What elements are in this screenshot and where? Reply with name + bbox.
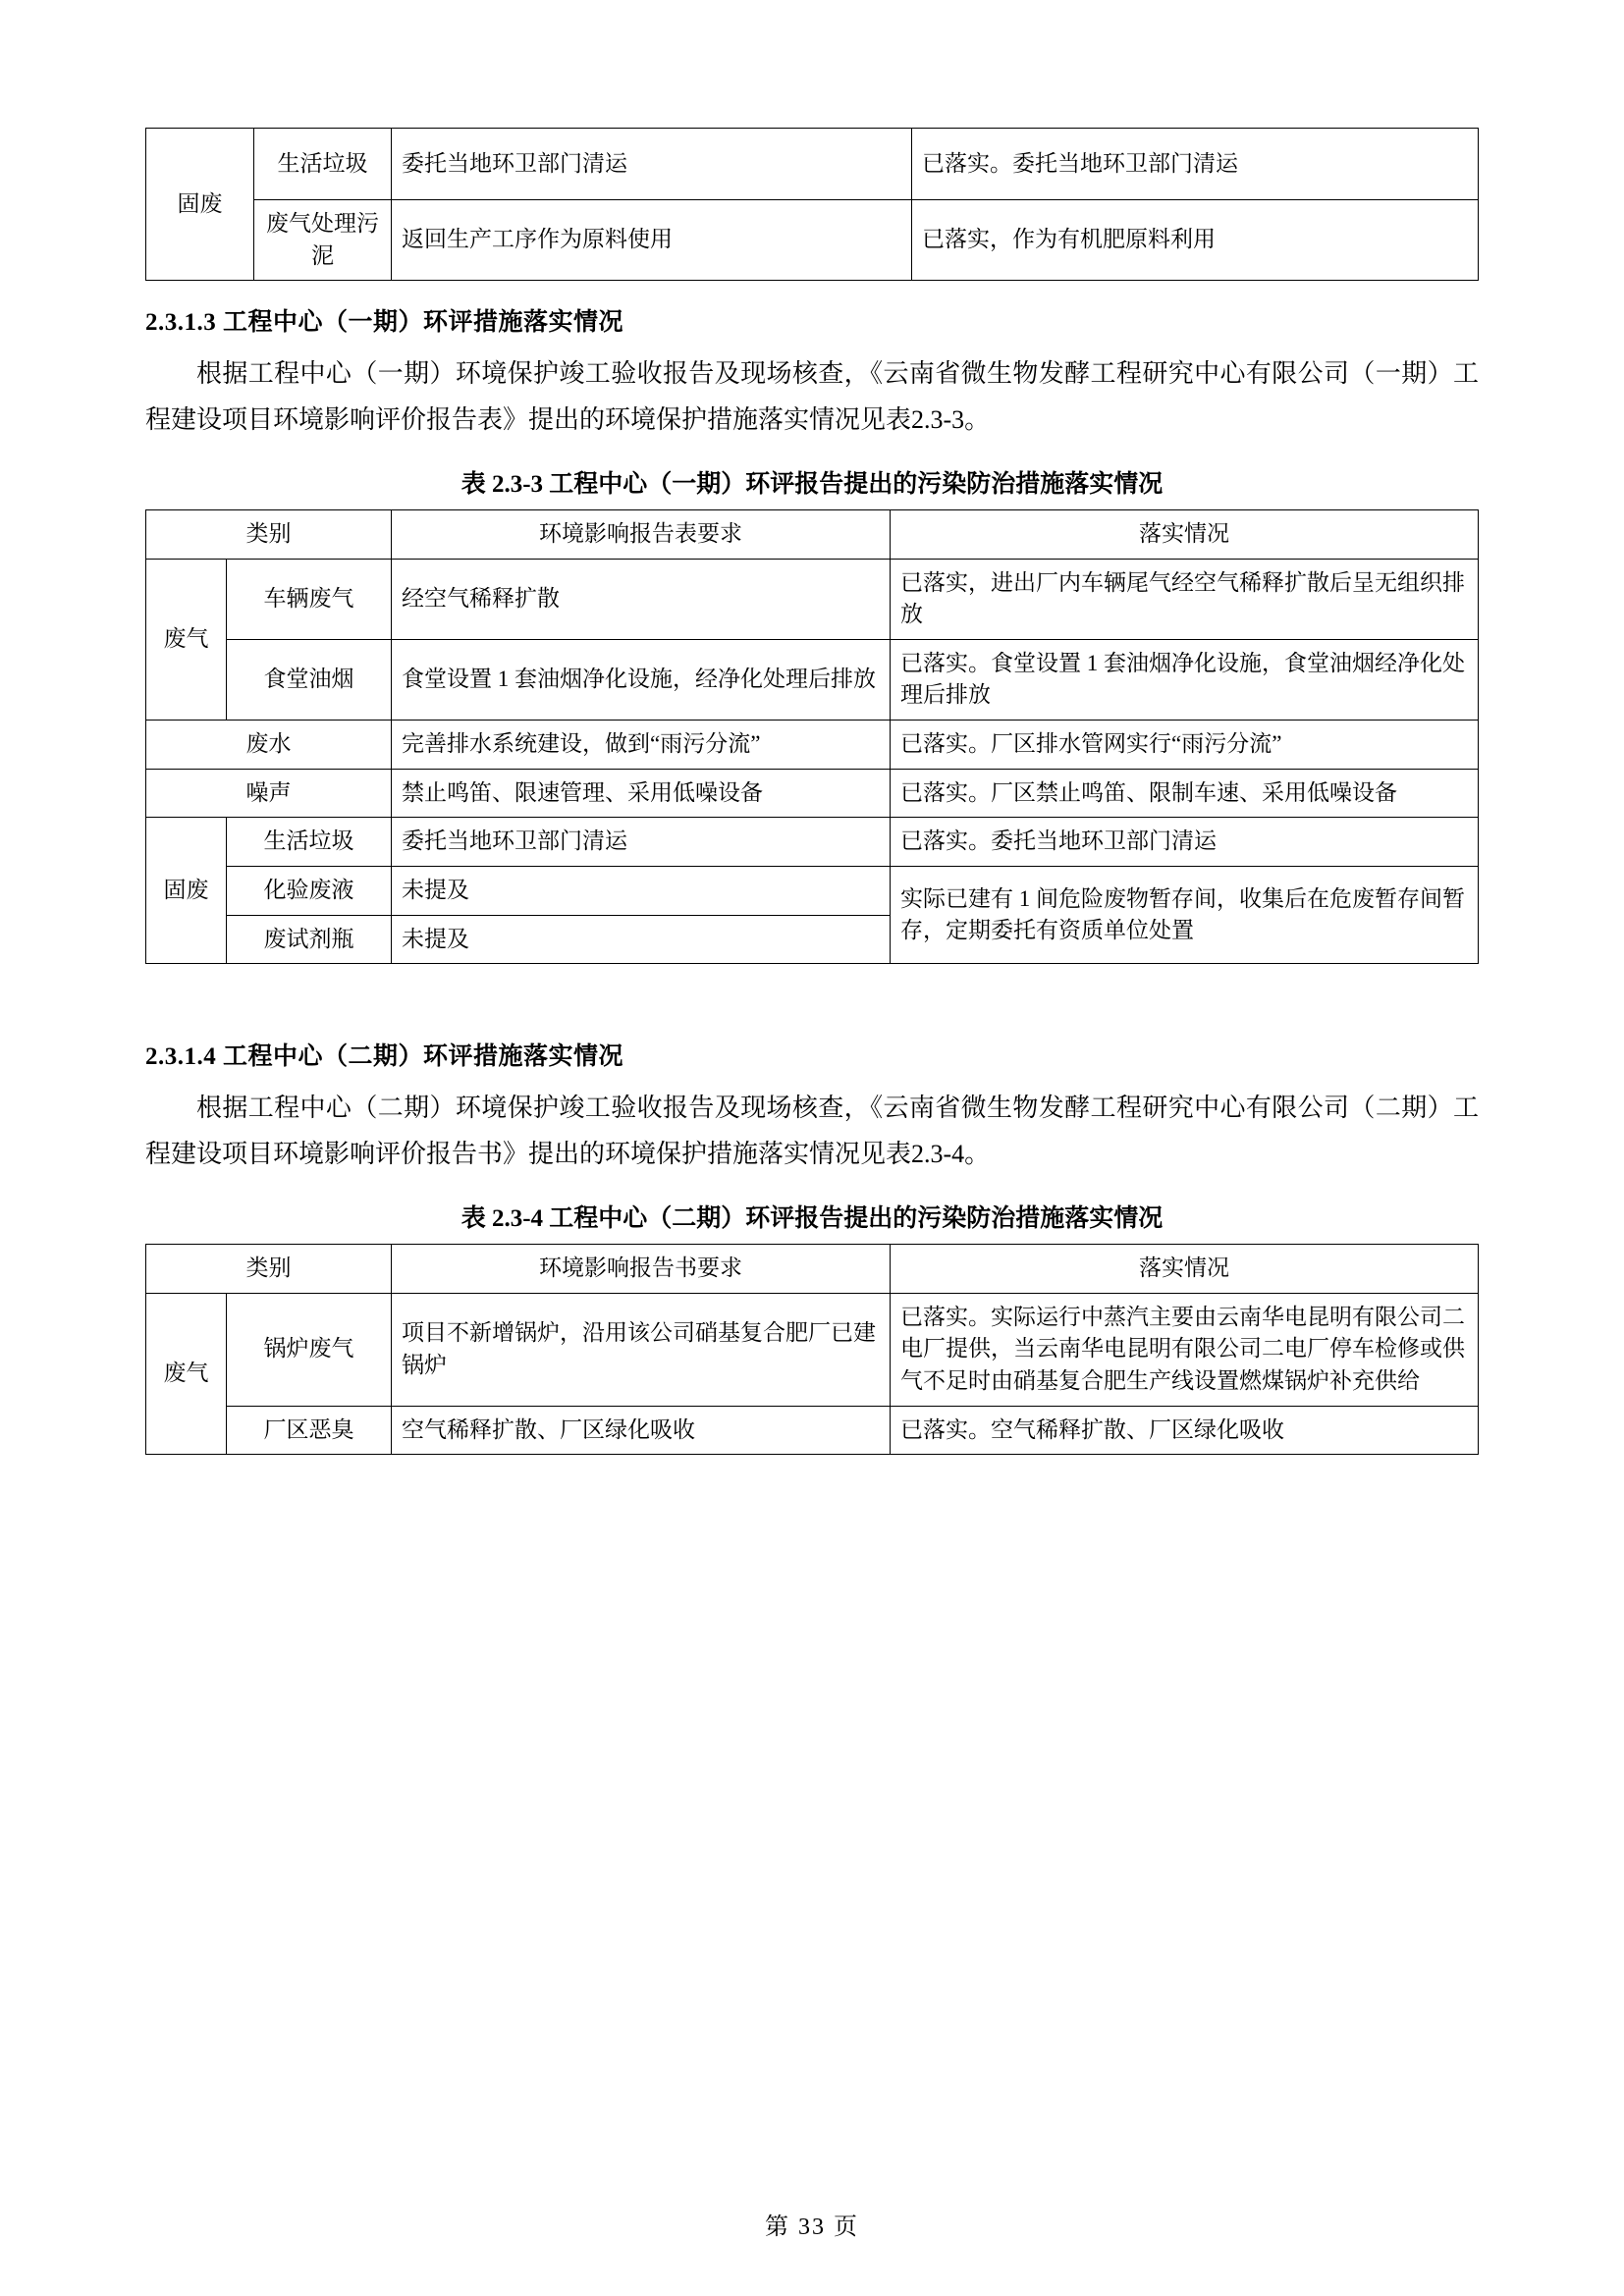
cell-category: 废气 [146, 1293, 227, 1455]
cell-requirement: 经空气稀释扩散 [392, 559, 891, 639]
cell-implementation: 已落实，进出厂内车辆尾气经空气稀释扩散后呈无组织排放 [891, 559, 1479, 639]
header-requirement: 环境影响报告表要求 [392, 509, 891, 559]
cell-implementation: 已落实。实际运行中蒸汽主要由云南华电昆明有限公司二电厂提供，当云南华电昆明有限公司二电厂停车检修或供气不足时由硝基复合肥生产线设置燃煤锅炉补充供给 [891, 1293, 1479, 1406]
cell-implementation: 已落实。厂区排水管网实行“雨污分流” [891, 721, 1479, 770]
table-row [146, 769, 1479, 818]
header-implementation: 落实情况 [891, 509, 1479, 559]
cell-requirement: 未提及 [392, 867, 891, 916]
table-row [146, 1293, 1479, 1406]
cell-category: 固废 [146, 818, 227, 964]
cell-category: 固废 [146, 129, 254, 281]
section-heading-2314: 2.3.1.4 工程中心（二期）环评措施落实情况 [145, 1043, 624, 1071]
cell-subcategory: 厂区恶臭 [227, 1406, 392, 1455]
cell-subcategory: 生活垃圾 [227, 818, 392, 867]
table-header-row [146, 1244, 1479, 1293]
header-category: 类别 [146, 1244, 392, 1293]
cell-subcategory: 废气处理污泥 [254, 200, 392, 281]
table-row [146, 129, 1479, 200]
cell-implementation: 已落实。食堂设置 1 套油烟净化设施，食堂油烟经净化处理后排放 [891, 639, 1479, 720]
cell-requirement: 项目不新增锅炉，沿用该公司硝基复合肥厂已建锅炉 [392, 1293, 891, 1406]
table-header-row [146, 509, 1479, 559]
cell-subcategory: 生活垃圾 [254, 129, 392, 200]
table-row [146, 1406, 1479, 1455]
table-caption-233: 表 2.3-3 工程中心（一期）环评报告提出的污染防治措施落实情况 [460, 470, 1164, 498]
cell-requirement: 委托当地环卫部门清运 [392, 818, 891, 867]
header-category: 类别 [146, 509, 392, 559]
cell-subcategory: 车辆废气 [227, 559, 392, 639]
cell-implementation: 已落实。委托当地环卫部门清运 [912, 129, 1479, 200]
cell-category: 废水 [146, 721, 392, 770]
cell-requirement: 食堂设置 1 套油烟净化设施，经净化处理后排放 [392, 639, 891, 720]
cell-requirement: 完善排水系统建设，做到“雨污分流” [392, 721, 891, 770]
cell-requirement: 空气稀释扩散、厂区绿化吸收 [392, 1406, 891, 1455]
cell-requirement: 禁止鸣笛、限速管理、采用低噪设备 [392, 769, 891, 818]
cell-implementation: 已落实。空气稀释扩散、厂区绿化吸收 [891, 1406, 1479, 1455]
table-caption-234: 表 2.3-4 工程中心（二期）环评报告提出的污染防治措施落实情况 [460, 1204, 1164, 1232]
table-row [146, 559, 1479, 639]
section-paragraph-2314: 根据工程中心（二期）环境保护竣工验收报告及现场核查，《云南省微生物发酵工程研究中心有限公司（二期）工程建设项目环境影响评价报告书》提出的环境保护措施落实情况见表2.3-4。 [145, 1094, 1479, 1168]
page-footer: 第 33 页 [765, 2215, 859, 2240]
table-row [146, 721, 1479, 770]
table-row [146, 818, 1479, 867]
table-continued-top [145, 128, 1479, 281]
table-row [146, 200, 1479, 281]
header-implementation: 落实情况 [891, 1244, 1479, 1293]
table-row [146, 867, 1479, 916]
cell-requirement: 委托当地环卫部门清运 [392, 129, 912, 200]
header-requirement: 环境影响报告书要求 [392, 1244, 891, 1293]
table-234 [145, 1244, 1479, 1455]
cell-requirement: 未提及 [392, 915, 891, 964]
cell-implementation: 实际已建有 1 间危险废物暂存间，收集后在危废暂存间暂存，定期委托有资质单位处置 [891, 867, 1479, 964]
cell-subcategory: 锅炉废气 [227, 1293, 392, 1406]
cell-category: 废气 [146, 559, 227, 721]
cell-requirement: 返回生产工序作为原料使用 [392, 200, 912, 281]
cell-implementation: 已落实，作为有机肥原料利用 [912, 200, 1479, 281]
cell-subcategory: 化验废液 [227, 867, 392, 916]
cell-implementation: 已落实。委托当地环卫部门清运 [891, 818, 1479, 867]
cell-subcategory: 废试剂瓶 [227, 915, 392, 964]
section-paragraph-2313: 根据工程中心（一期）环境保护竣工验收报告及现场核查，《云南省微生物发酵工程研究中心有限公司（一期）工程建设项目环境影响评价报告表》提出的环境保护措施落实情况见表2.3-3。 [145, 359, 1479, 434]
cell-category: 噪声 [146, 769, 392, 818]
cell-implementation: 已落实。厂区禁止鸣笛、限制车速、采用低噪设备 [891, 769, 1479, 818]
cell-subcategory: 食堂油烟 [227, 639, 392, 720]
table-row [146, 639, 1479, 720]
section-heading-2313: 2.3.1.3 工程中心（一期）环评措施落实情况 [145, 309, 624, 337]
table-233 [145, 509, 1479, 965]
